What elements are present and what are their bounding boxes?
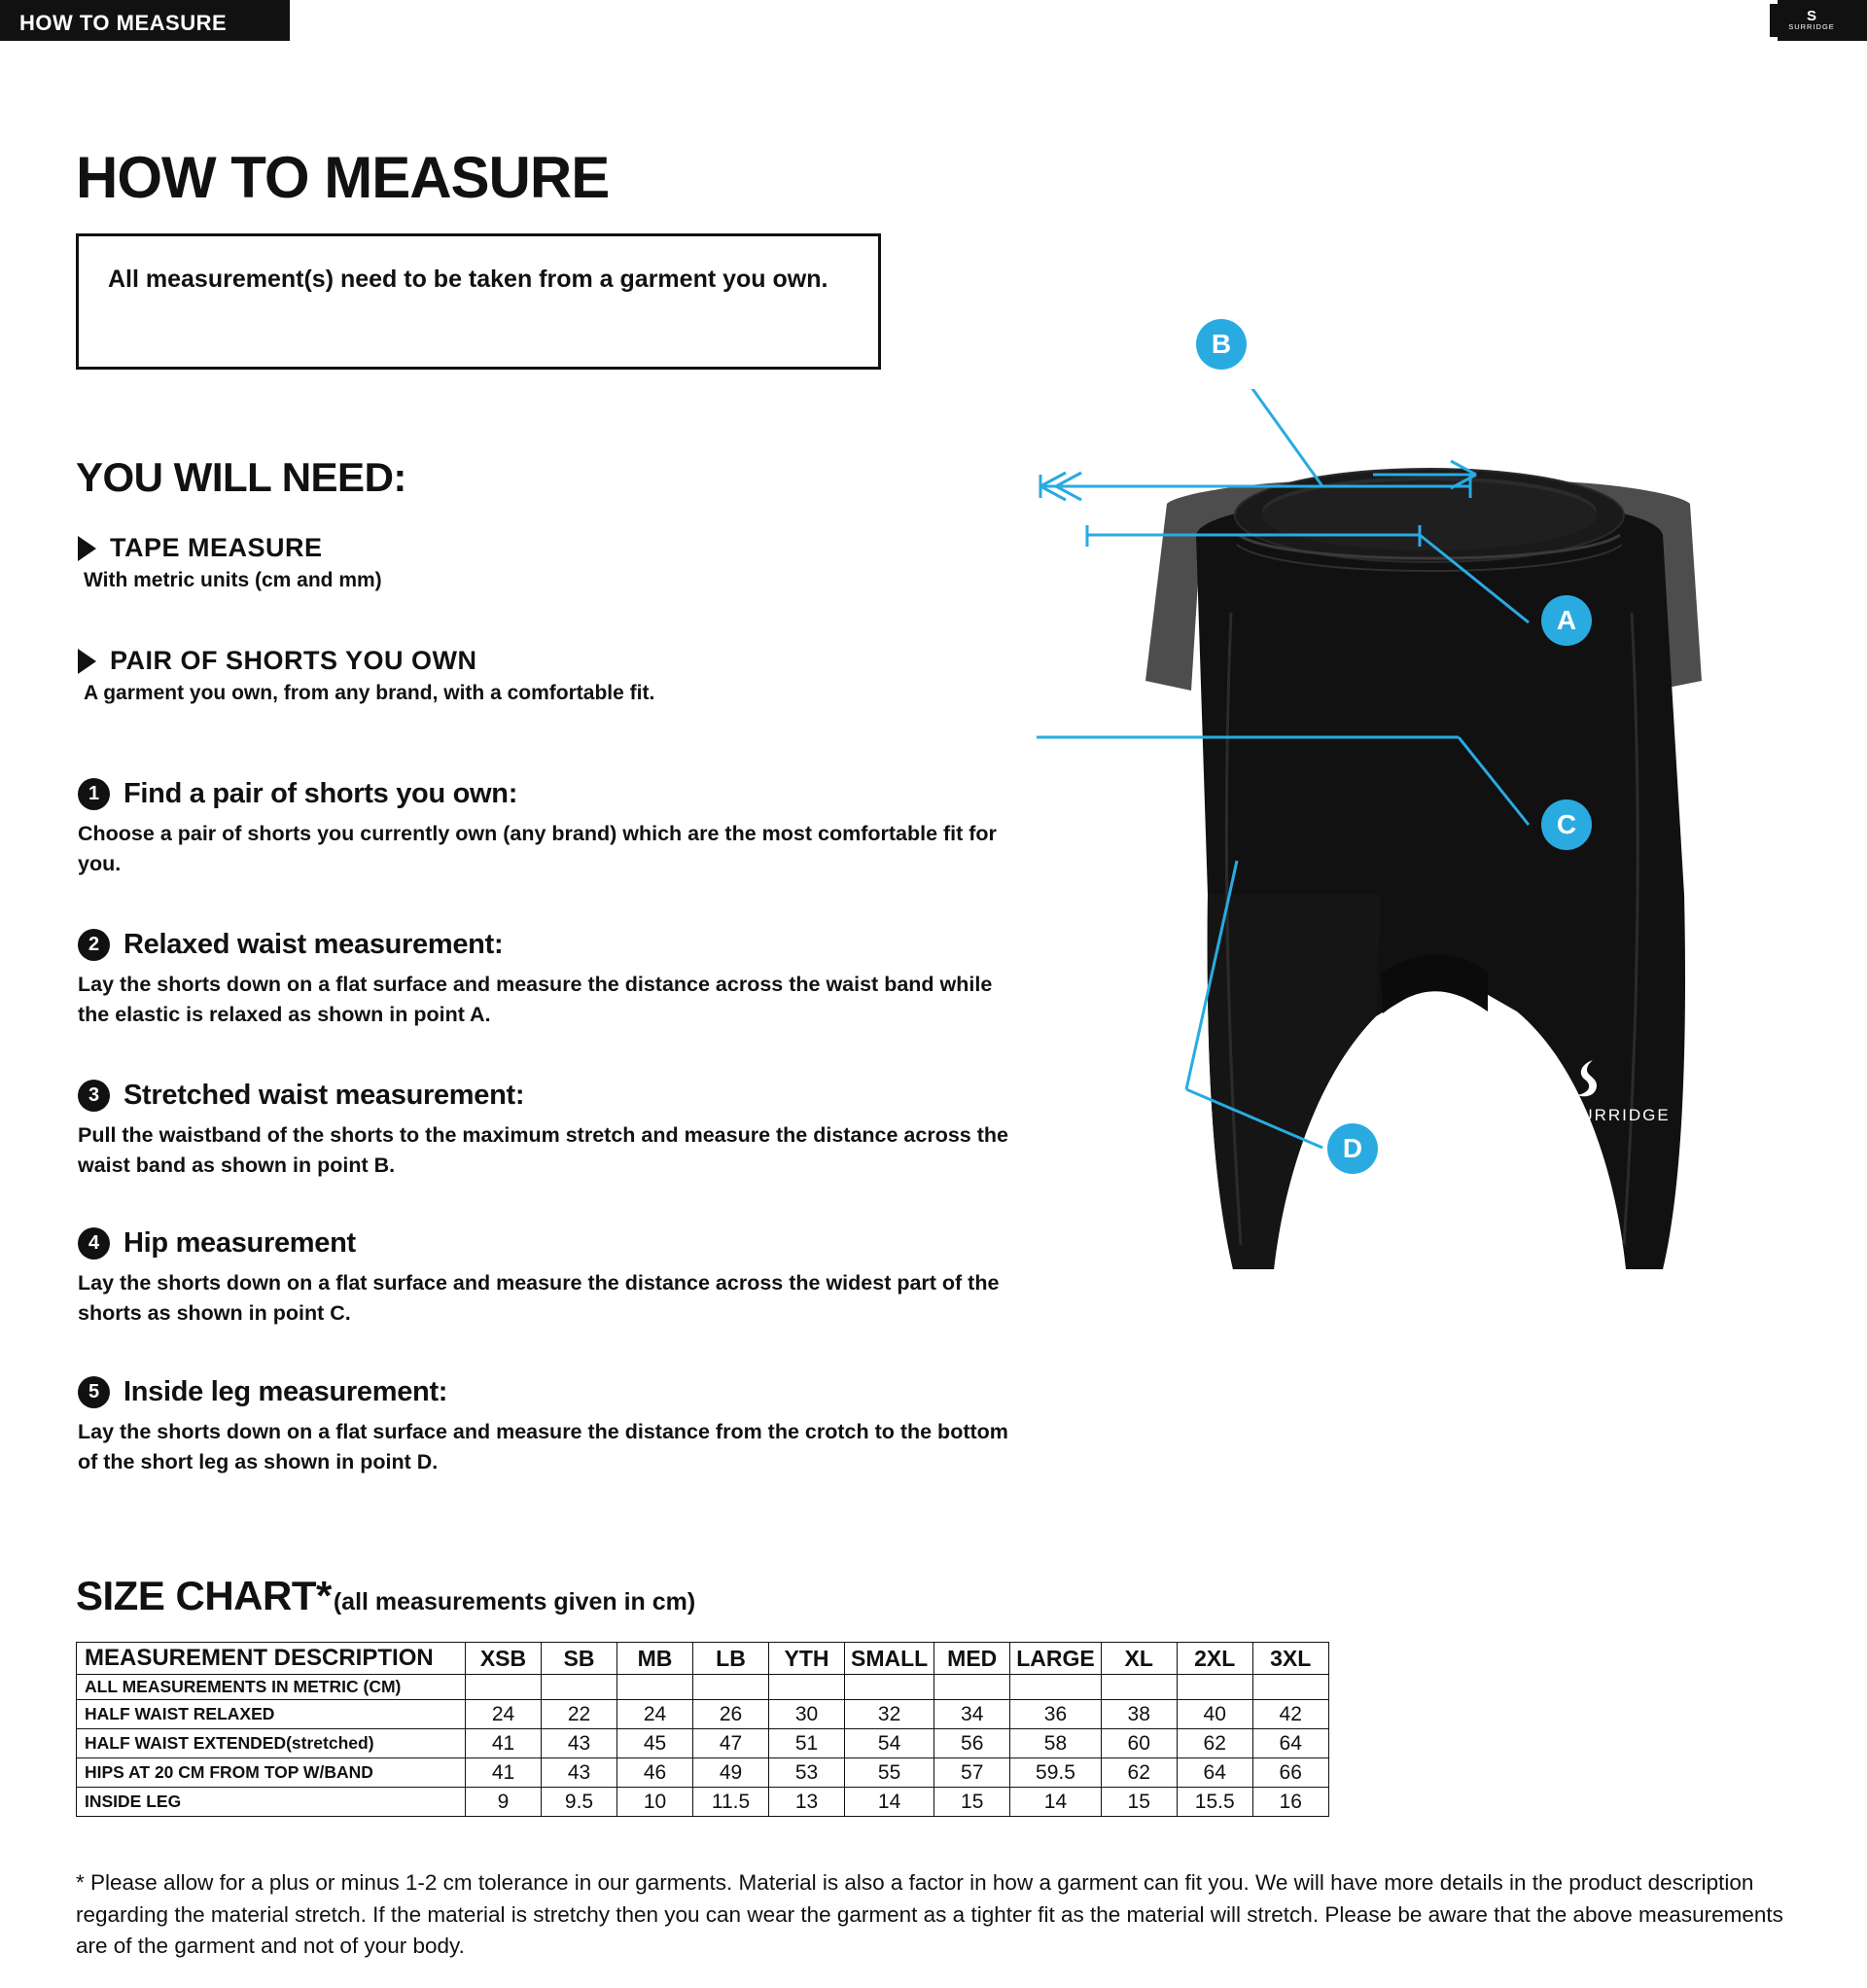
row-label: INSIDE LEG [77, 1788, 466, 1817]
cell: 24 [466, 1700, 542, 1729]
size-chart-title: SIZE CHART* [76, 1573, 332, 1618]
cell: 58 [1010, 1729, 1102, 1758]
step-number: 3 [78, 1080, 110, 1112]
row-label: HIPS AT 20 CM FROM TOP W/BAND [77, 1758, 466, 1788]
step-2 [78, 929, 1050, 1029]
step-body: Pull the waistband of the shorts to the maximum stretch and measure the distance across the waist band as shown in point B. [78, 1123, 1008, 1177]
top-bar [0, 0, 1867, 41]
table-row [77, 1729, 1329, 1758]
marker-c: C [1541, 799, 1592, 850]
marker-d: D [1327, 1123, 1378, 1174]
empty-cell [845, 1675, 934, 1700]
step-5 [78, 1376, 1050, 1476]
column-header-small: SMALL [845, 1643, 934, 1675]
table-row-units [77, 1675, 1329, 1700]
cell: 56 [934, 1729, 1010, 1758]
step-title: Find a pair of shorts you own: [123, 778, 518, 809]
step-title: Stretched waist measurement: [123, 1080, 525, 1111]
cell: 64 [1252, 1729, 1328, 1758]
step-number: 1 [78, 778, 110, 810]
cell: 57 [934, 1758, 1010, 1788]
size-chart-table [76, 1642, 1329, 1817]
need-item-shorts [78, 646, 654, 705]
cell: 26 [693, 1700, 769, 1729]
column-header-lb: LB [693, 1643, 769, 1675]
column-header-yth: YTH [769, 1643, 845, 1675]
step-head [78, 778, 1050, 810]
you-will-need-heading: YOU WILL NEED: [76, 453, 406, 500]
size-chart-heading [76, 1573, 695, 1619]
step-4 [78, 1227, 1050, 1328]
cell: 49 [693, 1758, 769, 1788]
cell: 9 [466, 1788, 542, 1817]
cell: 64 [1177, 1758, 1252, 1788]
shorts-illustration [1031, 329, 1809, 1537]
shorts-diagram-svg [1031, 389, 1809, 1537]
step-head [78, 1376, 1050, 1408]
empty-cell [769, 1675, 845, 1700]
empty-cell [693, 1675, 769, 1700]
cell: 14 [845, 1788, 934, 1817]
step-number: 2 [78, 929, 110, 961]
cell: 46 [617, 1758, 693, 1788]
brand-logo-glyph: S [1806, 8, 1816, 24]
cell: 30 [769, 1700, 845, 1729]
table-row [77, 1758, 1329, 1788]
table-row [77, 1788, 1329, 1817]
size-chart-subtitle: (all measurements given in cm) [333, 1588, 696, 1615]
table-row [77, 1700, 1329, 1729]
cell: 62 [1101, 1758, 1177, 1788]
cell: 22 [542, 1700, 617, 1729]
cell: 24 [617, 1700, 693, 1729]
empty-cell [1252, 1675, 1328, 1700]
cell: 15 [934, 1788, 1010, 1817]
cell: 41 [466, 1729, 542, 1758]
marker-a: A [1541, 595, 1592, 646]
cell: 62 [1177, 1729, 1252, 1758]
need-sub: With metric units (cm and mm) [84, 569, 382, 591]
cell: 9.5 [542, 1788, 617, 1817]
column-header-med: MED [934, 1643, 1010, 1675]
step-body: Lay the shorts down on a flat surface and measure the distance from the crotch to the bottom of the short leg as shown in point D. [78, 1420, 1008, 1473]
cell: 55 [845, 1758, 934, 1788]
need-head [78, 533, 382, 563]
footnote: * Please allow for a plus or minus 1-2 cm tolerance in our garments. Material is also a factor in how a garment can fit you. We will have more details in the product description regarding the material stretch. If the material is stretchy then you can wear the garment as a tighter fit as the material will stretch. Please be aware that the above measurements are of the garment and not of your body. [76, 1870, 1783, 1959]
row-label: HALF WAIST RELAXED [77, 1700, 466, 1729]
need-label: PAIR OF SHORTS YOU OWN [110, 646, 477, 675]
note-text: All measurement(s) need to be taken from a garment you own. [108, 266, 828, 293]
step-head [78, 929, 1050, 961]
triangle-bullet-icon [78, 649, 96, 674]
cell: 13 [769, 1788, 845, 1817]
need-item-tape-measure [78, 533, 382, 592]
cell: 32 [845, 1700, 934, 1729]
marker-b: B [1196, 319, 1247, 370]
empty-cell [542, 1675, 617, 1700]
cell: 47 [693, 1729, 769, 1758]
column-header-sb: SB [542, 1643, 617, 1675]
step-title: Hip measurement [123, 1227, 356, 1259]
need-sub: A garment you own, from any brand, with a comfortable fit. [84, 682, 655, 704]
brand-logo-word: SURRIDGE [1788, 22, 1835, 31]
step-title: Relaxed waist measurement: [123, 929, 504, 960]
cell: 51 [769, 1729, 845, 1758]
row-label: HALF WAIST EXTENDED(stretched) [77, 1729, 466, 1758]
empty-cell [934, 1675, 1010, 1700]
empty-cell [466, 1675, 542, 1700]
column-header-xl: XL [1101, 1643, 1177, 1675]
cell: 34 [934, 1700, 1010, 1729]
column-header-2xl: 2XL [1177, 1643, 1252, 1675]
cell: 60 [1101, 1729, 1177, 1758]
cell: 14 [1010, 1788, 1102, 1817]
cell: 41 [466, 1758, 542, 1788]
column-header-xsb: XSB [466, 1643, 542, 1675]
column-header-large: LARGE [1010, 1643, 1102, 1675]
step-body: Choose a pair of shorts you currently own (any brand) which are the most comfortable fit for you. [78, 822, 997, 875]
cell: 16 [1252, 1788, 1328, 1817]
empty-cell [1177, 1675, 1252, 1700]
cell: 45 [617, 1729, 693, 1758]
step-title: Inside leg measurement: [123, 1376, 448, 1407]
empty-cell [1101, 1675, 1177, 1700]
step-number: 4 [78, 1227, 110, 1260]
cell: 10 [617, 1788, 693, 1817]
step-number: 5 [78, 1376, 110, 1408]
cell: 15.5 [1177, 1788, 1252, 1817]
triangle-bullet-icon [78, 536, 96, 561]
column-header-description: MEASUREMENT DESCRIPTION [77, 1643, 466, 1675]
step-3 [78, 1080, 1050, 1180]
empty-cell [617, 1675, 693, 1700]
cell: 59.5 [1010, 1758, 1102, 1788]
table-header-row [77, 1643, 1329, 1675]
cell: 40 [1177, 1700, 1252, 1729]
column-header-mb: MB [617, 1643, 693, 1675]
cell: 53 [769, 1758, 845, 1788]
empty-cell [1010, 1675, 1102, 1700]
cell: 43 [542, 1729, 617, 1758]
brand-logo [1770, 4, 1853, 37]
cell: 36 [1010, 1700, 1102, 1729]
step-1 [78, 778, 1050, 878]
cell: 54 [845, 1729, 934, 1758]
svg-text:SURRIDGE: SURRIDGE [1568, 1106, 1671, 1124]
cell: 42 [1252, 1700, 1328, 1729]
need-head [78, 646, 654, 676]
cell: 38 [1101, 1700, 1177, 1729]
cell: 11.5 [693, 1788, 769, 1817]
page-title: HOW TO MEASURE [76, 145, 610, 211]
cell: 66 [1252, 1758, 1328, 1788]
step-body: Lay the shorts down on a flat surface and measure the distance across the waist band while the elastic is relaxed as shown in point A. [78, 973, 993, 1026]
column-header-3xl: 3XL [1252, 1643, 1328, 1675]
step-head [78, 1080, 1050, 1112]
cell: 43 [542, 1758, 617, 1788]
need-label: TAPE MEASURE [110, 533, 323, 562]
top-bar-white-fill [290, 0, 1778, 41]
step-body: Lay the shorts down on a flat surface and measure the distance across the widest part of the shorts as shown in point C. [78, 1271, 1000, 1325]
note-box [76, 233, 881, 370]
top-bar-title: HOW TO MEASURE [19, 11, 228, 35]
cell: 15 [1101, 1788, 1177, 1817]
step-head [78, 1227, 1050, 1260]
units-label: ALL MEASUREMENTS IN METRIC (CM) [77, 1675, 466, 1700]
